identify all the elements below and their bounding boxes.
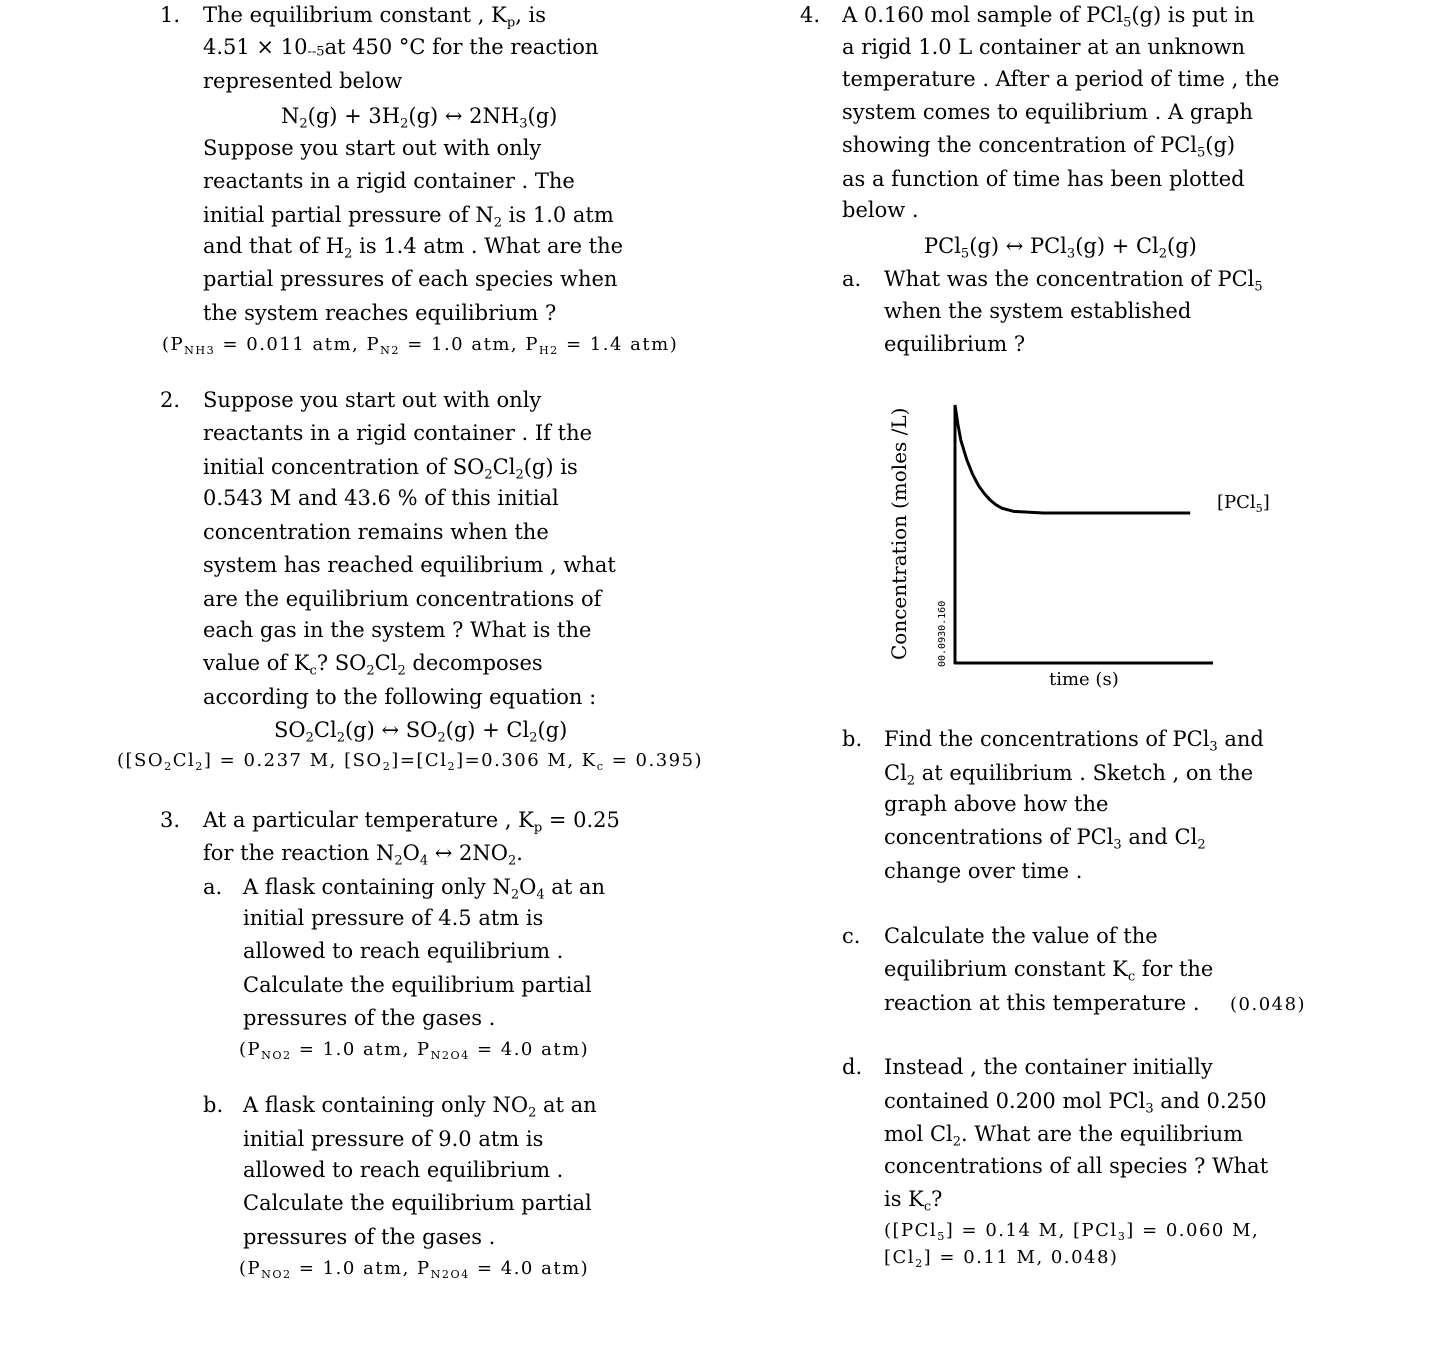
q4-line-2: a rigid 1.0 L container at an unknown (842, 35, 1245, 59)
q2-equation: $SO_2Cl_2(g)$ ↔ $SO_2(g) + Cl_2(g)$ (274, 718, 568, 746)
q3-line-1: At a particular temperature , $K_p = 0.25$ (203, 808, 620, 836)
q4b-line-5: change over time . (884, 859, 1083, 883)
q4d-line-4: concentrations of all species ? What (884, 1154, 1269, 1178)
concentration-time-graph (880, 395, 1300, 695)
q4b-label: b. (842, 727, 863, 751)
q1-line-9: the system reaches equilibrium ? (203, 301, 557, 325)
q2-line-6: system has reached equilibrium , what (203, 553, 616, 577)
q1-answer: ($P_{NH3} = 0.011$ atm, $P_{N2} = 1.0$ atm, $P_{H2} = 1.4$ atm) (162, 334, 679, 357)
q3b-line-2: initial pressure of 9.0 atm is (243, 1127, 544, 1151)
q4c-line-1: Calculate the value of the (884, 924, 1158, 948)
q2-line-8: each gas in the system ? What is the (203, 618, 592, 642)
graph-x-axis-label: time (s) (1049, 669, 1119, 690)
q4-line-7: below . (842, 198, 919, 222)
q4c-line-2: equilibrium constant $K_c$ for the (884, 957, 1214, 985)
q4b-line-1: Find the concentrations of PCl$_3$ and (884, 727, 1264, 755)
question-number: 2. (160, 388, 181, 412)
q4-equation: PCl$_5$(g) ↔ $PCl_3(g) + Cl_2(g)$ (924, 234, 1197, 262)
question-number: 3. (160, 808, 181, 832)
q2-line-9: value of $K_c$? $SO_2Cl_2$ decomposes (203, 651, 543, 679)
q4a-label: a. (842, 267, 862, 291)
pcl5-series-line (955, 405, 1190, 513)
q3-line-2: for the reaction $N_2O_4$ ↔ $2NO_2$. (203, 841, 523, 869)
q4c-label: c. (842, 924, 861, 948)
q1-equation: $N_2(g) + 3H_2(g)$ ↔ $2NH_3(g)$ (281, 104, 558, 132)
q2-line-7: are the equilibrium concentrations of (203, 587, 602, 611)
q1-line-1: The equilibrium constant , $K_p$, is (203, 3, 547, 31)
q4-line-1: A 0.160 mol sample of PCl$_5$(g) is put in (842, 3, 1255, 31)
q3a-line-3: allowed to reach equilibrium . (243, 939, 564, 963)
q3a-line-2: initial pressure of 4.5 atm is (243, 906, 544, 930)
q1-line-4: Suppose you start out with only (203, 136, 542, 160)
q3b-line-3: allowed to reach equilibrium . (243, 1158, 564, 1182)
y-tick-labels: 00.0930.160 (937, 600, 948, 667)
q3b-answer: ($P_{NO2} = 1.0$ atm, $P_{N2O4} = 4.0$ atm) (239, 1258, 590, 1281)
q4a-line-3: equilibrium ? (884, 332, 1026, 356)
q4-line-4: system comes to equilibrium . A graph (842, 100, 1253, 124)
q1-line-7: and that of $H_2$ is 1.4 atm . What are the (203, 234, 624, 262)
q3b-line-4: Calculate the equilibrium partial (243, 1191, 592, 1215)
graph-series-label: [PCl$_5$] (1217, 492, 1270, 515)
q2-answer: ($[SO_2Cl_2] = 0.237$ M, $[SO_2]=[Cl_2]=0.306$ M, $K_c = 0.395$) (117, 750, 704, 773)
q3b-label: b. (203, 1093, 224, 1117)
q4-line-3: temperature . After a period of time , the (842, 67, 1280, 91)
q1-line-6: initial partial pressure of $N_2$ is 1.0 atm (203, 203, 614, 231)
q3b-line-5: pressures of the gases . (243, 1225, 496, 1249)
q2-line-3: initial concentration of $SO_2Cl_2(g)$ is (203, 455, 578, 483)
q1-line-2: 4.51 × 10--5at 450 °C for the reaction (203, 35, 599, 60)
q2-line-1: Suppose you start out with only (203, 388, 542, 412)
q2-line-4: 0.543 M and 43.6 % of this initial (203, 486, 559, 510)
q4d-line-2: contained 0.200 mol PCl$_3$ and 0.250 (884, 1089, 1267, 1117)
q3a-answer: ($P_{NO2} = 1.0$ atm, $P_{N2O4} = 4.0$ atm) (239, 1039, 590, 1062)
q1-line-8: partial pressures of each species when (203, 267, 618, 291)
q4a-line-2: when the system established (884, 299, 1192, 323)
q4-line-5: showing the concentration of PCl$_5$(g) (842, 133, 1236, 161)
q4d-line-3: mol $Cl_2$. What are the equilibrium (884, 1122, 1244, 1150)
q3a-line-1: A flask containing only $N_2O_4$ at an (243, 875, 605, 903)
q4b-line-2: $Cl_2$ at equilibrium . Sketch , on the (884, 761, 1254, 789)
q2-line-10: according to the following equation : (203, 685, 597, 709)
q4a-line-1: What was the concentration of PCl$_5$ (884, 267, 1263, 295)
q2-line-2: reactants in a rigid container . If the (203, 421, 593, 445)
q4c-answer: (0.048) (1230, 994, 1307, 1015)
q4b-line-3: graph above how the (884, 792, 1109, 816)
question-number: 4. (800, 3, 821, 27)
q4d-line-5: is $K_c$? (884, 1187, 943, 1215)
question-number: 1. (160, 3, 181, 27)
q4d-answer-line-1: ([PCl$_5$] = 0.14 M, [PCl$_3$] = 0.060 M, (884, 1220, 1260, 1243)
y-label-units: (moles /L) (887, 407, 911, 509)
q3a-line-4: Calculate the equilibrium partial (243, 973, 592, 997)
q4b-line-4: concentrations of PCl$_3$ and $Cl_2$ (884, 825, 1206, 853)
q3b-line-1: A flask containing only $NO_2$ at an (243, 1093, 597, 1121)
q4d-label: d. (842, 1055, 863, 1079)
q4c-line-3: reaction at this temperature . (884, 991, 1200, 1015)
q4d-line-1: Instead , the container initially (884, 1055, 1213, 1079)
q3a-label: a. (203, 875, 223, 899)
q4d-answer-line-2: $[Cl_2] = 0.11$ M, 0.048) (884, 1247, 1119, 1270)
q1-line-5: reactants in a rigid container . The (203, 169, 575, 193)
q3a-line-5: pressures of the gases . (243, 1006, 496, 1030)
y-label-concentration: Concentration (887, 514, 911, 660)
q2-line-5: concentration remains when the (203, 520, 549, 544)
q1-line-3: represented below (203, 69, 403, 93)
q4-line-6: as a function of time has been plotted (842, 167, 1245, 191)
